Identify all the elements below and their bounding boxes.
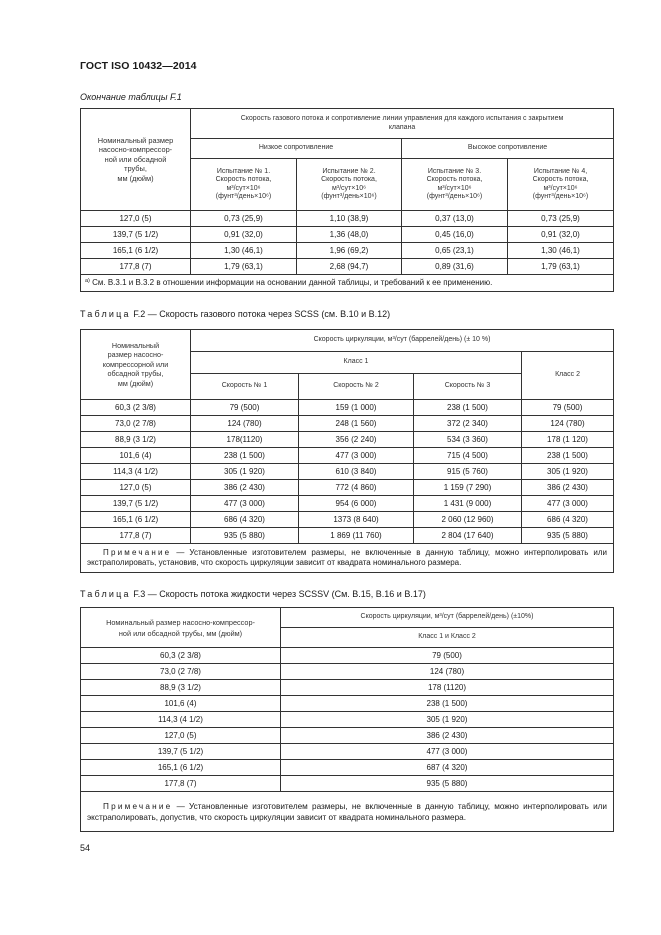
cell: 935 (5 880) [281,776,614,792]
col0-line: компрессорной или [102,359,169,369]
cell: 124 (780) [191,416,299,432]
table-row [81,776,614,792]
cell: 1 869 (11 760) [299,528,414,544]
table-row [81,496,614,512]
test-line: (фунт³/день×10⁶) [215,193,272,200]
cell: 935 (5 880) [522,528,614,544]
col0-line: Номинальный [111,340,160,350]
table-row [81,744,614,760]
speed-header: Скорость № 2 [299,374,414,400]
top-header: Скорость циркуляции, м³/сут (баррелей/день) (±10%) [281,608,614,628]
caption-text: F.3 — Скорость потока жидкости через SCSSV (См. B.15, B.16 и B.17) [133,589,426,599]
page-number: 54 [80,843,91,853]
test-line: Скорость потока, [321,176,377,183]
cell: 124 (780) [522,416,614,432]
cell: 114,3 (4 1/2) [81,464,191,480]
table-row [81,464,614,480]
cell: 1,30 (46,1) [191,243,297,259]
cell: 73,0 (2 7/8) [81,416,191,432]
col0-line: ной или обсадной [104,154,167,164]
top-header-line: клапана [388,123,416,131]
caption-prefix: Таблица [80,309,131,319]
cell: 686 (4 320) [191,512,299,528]
sub-header: Класс 1 и Класс 2 [281,628,614,648]
table-row [81,712,614,728]
cell: 1,79 (63,1) [508,259,614,275]
cell: 101,6 (4) [81,696,281,712]
cell: 1 431 (9 000) [414,496,522,512]
cell: 88,9 (3 1/2) [81,432,191,448]
note-text: — Установленные изготовителем размеры, не включенные в данную таблицу, можно интерполировать или экстраполировать, установив, что скорость циркуляции зависит от квадрата номинального размера. [87,547,608,567]
cell: 238 (1 500) [414,400,522,416]
col0-header [81,109,191,211]
table-f2 [80,329,614,573]
cell: 1373 (8 640) [299,512,414,528]
table-row [81,416,614,432]
table-row [81,696,614,712]
test-line: м³/сут×10⁶ [226,184,261,192]
col0-line: ной или обсадной трубы, мм (дюйм) [118,628,243,638]
cell: 915 (5 760) [414,464,522,480]
cell: 686 (4 320) [522,512,614,528]
table-row [81,448,614,464]
table2-note [81,544,614,573]
cell: 165,1 (6 1/2) [81,512,191,528]
col0-line: размер насосно- [107,350,164,360]
test-name: Испытание № 3. [427,167,482,175]
table-f1 [80,108,614,292]
cell: 165,1 (6 1/2) [81,760,281,776]
test-header [402,159,508,211]
table-row [81,243,614,259]
speed-header: Скорость № 3 [414,374,522,400]
table-f3 [80,607,614,832]
cell: 73,0 (2 7/8) [81,664,281,680]
col0-line: мм (дюйм) [117,173,154,183]
test-line: (фунт³/день×10⁶) [426,193,483,200]
note-label: Примечание [103,547,172,557]
cell: 177,8 (7) [81,776,281,792]
cell: 60,3 (2 3/8) [81,648,281,664]
cell: 79 (500) [522,400,614,416]
cell: 238 (1 500) [281,696,614,712]
col0-line: обсадной трубы, [107,369,164,379]
col0-line: Номинальный размер насосно-компрессор- [106,617,255,627]
cell: 477 (3 000) [191,496,299,512]
cell: 0,37 (13,0) [402,211,508,227]
cell: 372 (2 340) [414,416,522,432]
group-high-header: Высокое сопротивление [402,139,614,159]
cell: 2 804 (17 640) [414,528,522,544]
cell: 114,3 (4 1/2) [81,712,281,728]
footnote-mark: а) [85,278,90,285]
class2-header: Класс 2 [522,352,614,400]
test-line: Скорость потока, [532,176,589,183]
class1-header: Класс 1 [191,352,522,374]
test-name: Испытание № 2. [322,167,376,175]
cell: 238 (1 500) [522,448,614,464]
cell: 79 (500) [281,648,614,664]
table-row [81,480,614,496]
footnote-text: См. В.3.1 и В.3.2 в отношении информации на основании данной таблицы, и требований к ее применению. [92,278,493,288]
test-header [297,159,402,211]
test-line: м³/сут×10⁶ [437,184,472,192]
test-line: Скорость потока, [215,176,272,183]
table-row [81,648,614,664]
table-row [81,664,614,680]
cell: 127,0 (5) [81,728,281,744]
col0-line: Номинальный размер [97,135,174,145]
cell: 238 (1 500) [191,448,299,464]
test-line: (фунт³/день×10⁶) [321,193,377,200]
table-row [81,680,614,696]
cell: 139,7 (5 1/2) [81,227,191,243]
test-name: Испытание № 1. [216,167,271,175]
cell: 139,7 (5 1/2) [81,496,191,512]
cell: 772 (4 860) [299,480,414,496]
test-line: м³/сут×10⁶ [543,184,578,192]
cell: 178 (1 120) [522,432,614,448]
cell: 1,96 (69,2) [297,243,402,259]
cell: 2,68 (94,7) [297,259,402,275]
cell: 0,65 (23,1) [402,243,508,259]
table3-caption [80,589,426,599]
cell: 305 (1 920) [281,712,614,728]
cell: 165,1 (6 1/2) [81,243,191,259]
cell: 0,91 (32,0) [508,227,614,243]
cell: 139,7 (5 1/2) [81,744,281,760]
cell: 687 (4 320) [281,760,614,776]
table-row [81,528,614,544]
cell: 935 (5 880) [191,528,299,544]
cell: 954 (6 000) [299,496,414,512]
note-text: — Установленные изготовителем размеры, не включенные в данную таблицу, можно интерполировать или экстраполировать, допустив, что скорость циркуляции зависит от квадрата номинального размера. [87,801,607,822]
col0-header [81,608,281,648]
cell: 178 (1120) [281,680,614,696]
col0-header [81,330,191,400]
caption-text: F.2 — Скорость газового потока через SCSS (см. B.10 и B.12) [133,309,391,319]
cell: 1,10 (38,9) [297,211,402,227]
test-header [508,159,614,211]
table-row [81,728,614,744]
cell: 101,6 (4) [81,448,191,464]
cell: 177,8 (7) [81,528,191,544]
cell: 305 (1 920) [522,464,614,480]
cell: 1,79 (63,1) [191,259,297,275]
table-row [81,760,614,776]
cell: 715 (4 500) [414,448,522,464]
test-line: (фунт³/день×10⁶) [532,193,589,200]
table2-caption [80,309,390,319]
cell: 127,0 (5) [81,211,191,227]
test-header [191,159,297,211]
test-name: Испытание № 4, [533,167,588,175]
group-low-header: Низкое сопротивление [191,139,402,159]
cell: 124 (780) [281,664,614,680]
cell: 79 (500) [191,400,299,416]
cell: 0,89 (31,6) [402,259,508,275]
cell: 477 (3 000) [281,744,614,760]
test-line: м³/сут×10⁶ [331,184,367,192]
cell: 1,36 (48,0) [297,227,402,243]
col0-line: мм (дюйм) [117,378,154,388]
cell: 386 (2 430) [281,728,614,744]
cell: 534 (3 360) [414,432,522,448]
table-row [81,227,614,243]
top-header-line: Скорость газового потока и сопротивление линии управления для каждого испытания с закрытием [240,115,564,122]
table-row [81,512,614,528]
table-row [81,432,614,448]
cell: 60,3 (2 3/8) [81,400,191,416]
table-row [81,211,614,227]
cell: 0,73 (25,9) [508,211,614,227]
cell: 477 (3 000) [299,448,414,464]
cell: 2 060 (12 960) [414,512,522,528]
cell: 477 (3 000) [522,496,614,512]
top-header: Скорость циркуляции, м³/сут (баррелей/день) (± 10 %) [191,330,614,352]
cell: 386 (2 430) [522,480,614,496]
cell: 127,0 (5) [81,480,191,496]
cell: 1,30 (46,1) [508,243,614,259]
speed-header: Скорость № 1 [191,374,299,400]
table1-footnote [81,275,614,292]
cell: 177,8 (7) [81,259,191,275]
cell: 0,91 (32,0) [191,227,297,243]
cell: 1 159 (7 290) [414,480,522,496]
cell: 386 (2 430) [191,480,299,496]
note-label: Примечание [103,801,173,811]
cell: 610 (3 840) [299,464,414,480]
col0-line: насосно-компрессор- [98,145,173,155]
table3-note [81,792,614,832]
test-line: Скорость потока, [426,176,483,183]
cell: 178(1120) [191,432,299,448]
document-header: ГОСТ ISO 10432—2014 [80,60,197,72]
top-header [191,109,614,139]
cell: 0,73 (25,9) [191,211,297,227]
cell: 305 (1 920) [191,464,299,480]
col0-line: трубы, [124,164,147,174]
cell: 248 (1 560) [299,416,414,432]
table-row [81,400,614,416]
cell: 88,9 (3 1/2) [81,680,281,696]
table1-caption: Окончание таблицы F.1 [80,92,182,102]
caption-prefix: Таблица [80,589,131,599]
cell: 0,45 (16,0) [402,227,508,243]
cell: 159 (1 000) [299,400,414,416]
cell: 356 (2 240) [299,432,414,448]
table-row [81,259,614,275]
